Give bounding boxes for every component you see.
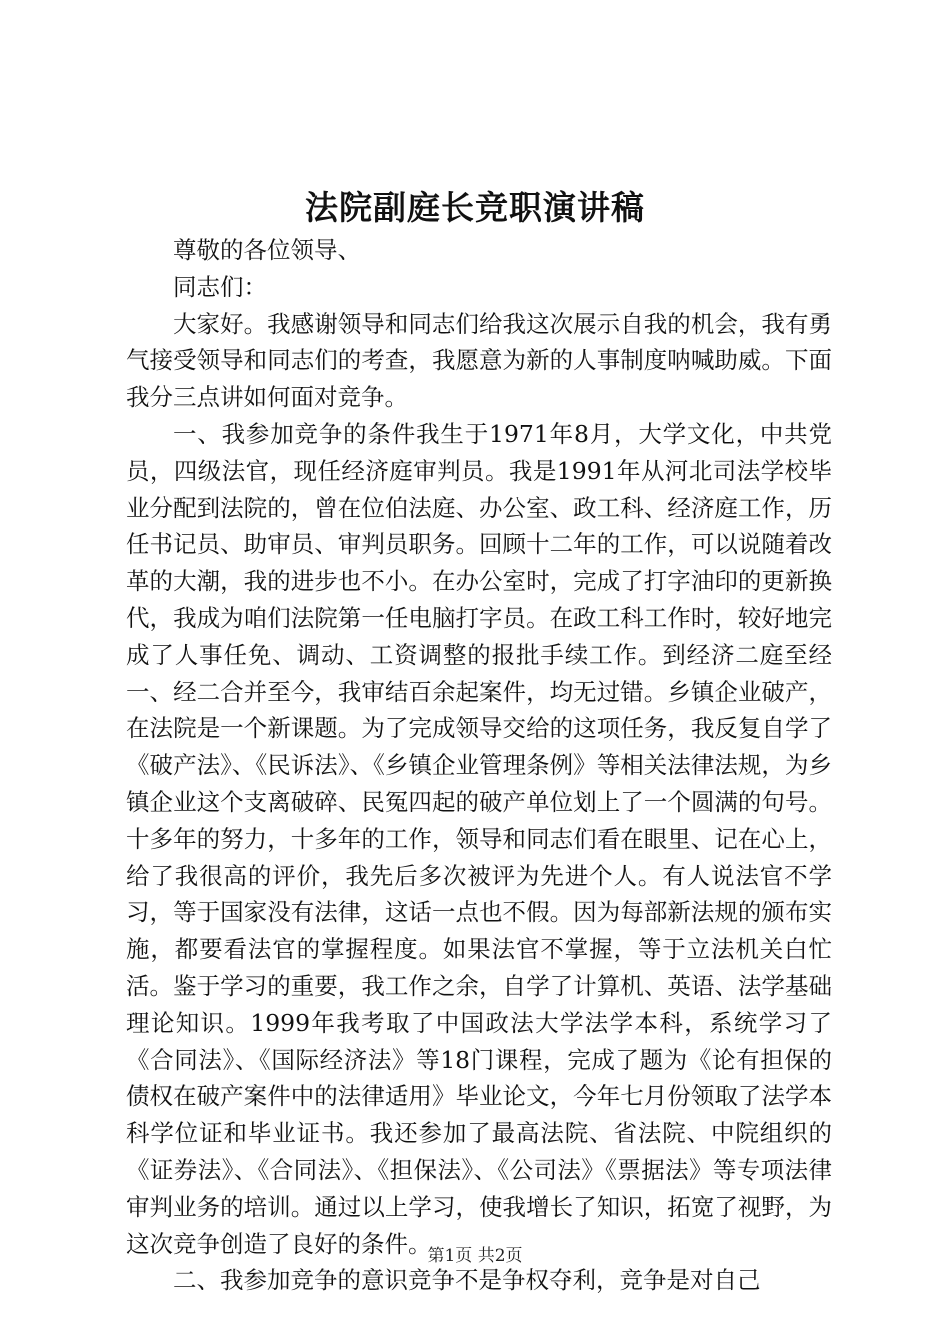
- body-paragraph: 二、我参加竞争的意识竞争不是争权夺利，竞争是对自己: [173, 1266, 761, 1295]
- body-paragraph: 大家好。我感谢领导和同志们给我这次展示自我的机会，我有勇气接受领导和同志们的考查，我愿意为新的人事制度呐喊助威。下面我分三点讲如何面对竞争。: [126, 309, 832, 412]
- salutation-line: 尊敬的各位领导、: [173, 236, 361, 264]
- document-body: [126, 232, 832, 1299]
- body-paragraph: 一、我参加竞争的条件我生于1971年8月，大学文化，中共党员，四级法官，现任经济庭审判员。我是1991年从河北司法学校毕业分配到法院的，曾在位伯法庭、办公室、政工科、经济庭工作，历任书记员、助审员、审判员职务。回顾十二年的工作，可以说随着改革的大潮，我的进步也不小。在办公室时，完成了打字油印的更新换代，我成为咱们法院第一任电脑打字员。在政工科工作时，较好地完成了人事任免、调动、工资调整的报批手续工作。到经济二庭至经一、经二合并至今，我审结百余起案件，均无过错。乡镇企业破产，在法院是一个新课题。为了完成领导交给的这项任务，我反复自学了《破产法》、《民诉法》、《乡镇企业管理条例》等相关法律法规，为乡镇企业这个支离破碎、民冤四起的破产单位划上了一个圆满的句号。十多年的努力，十多年的工作，领导和同志们看在眼里、记在心上，给了我很高的评价，我先后多次被评为先进个人。有人说法官不学习，等于国家没有法律，这话一点也不假。因为每部新法规的颁布实施，都要看法官的掌握程度。如果法官不掌握，等于立法机关白忙活。鉴于学习的重要，我工作之余，自学了计算机、英语、法学基础理论知识。1999年我考取了中国政法大学法学本科，系统学习了《合同法》、《国际经济法》等18门课程，完成了题为《论有担保的债权在破产案件中的法律适用》毕业论文，今年七月份领取了法学本科学位证和毕业证书。我还参加了最高法院、省法院、中院组织的《证券法》、《合同法》、《担保法》、《公司法》《票据法》等专项法律审判业务的培训。通过以上学习，使我增长了知识，拓宽了视野，为这次竞争创造了良好的条件。: [126, 419, 832, 1258]
- page-number-footer: 第1页 共2页: [427, 1246, 523, 1266]
- salutation-line: 同志们：: [173, 272, 267, 301]
- document-title: 法院副庭长竞职演讲稿: [305, 188, 645, 227]
